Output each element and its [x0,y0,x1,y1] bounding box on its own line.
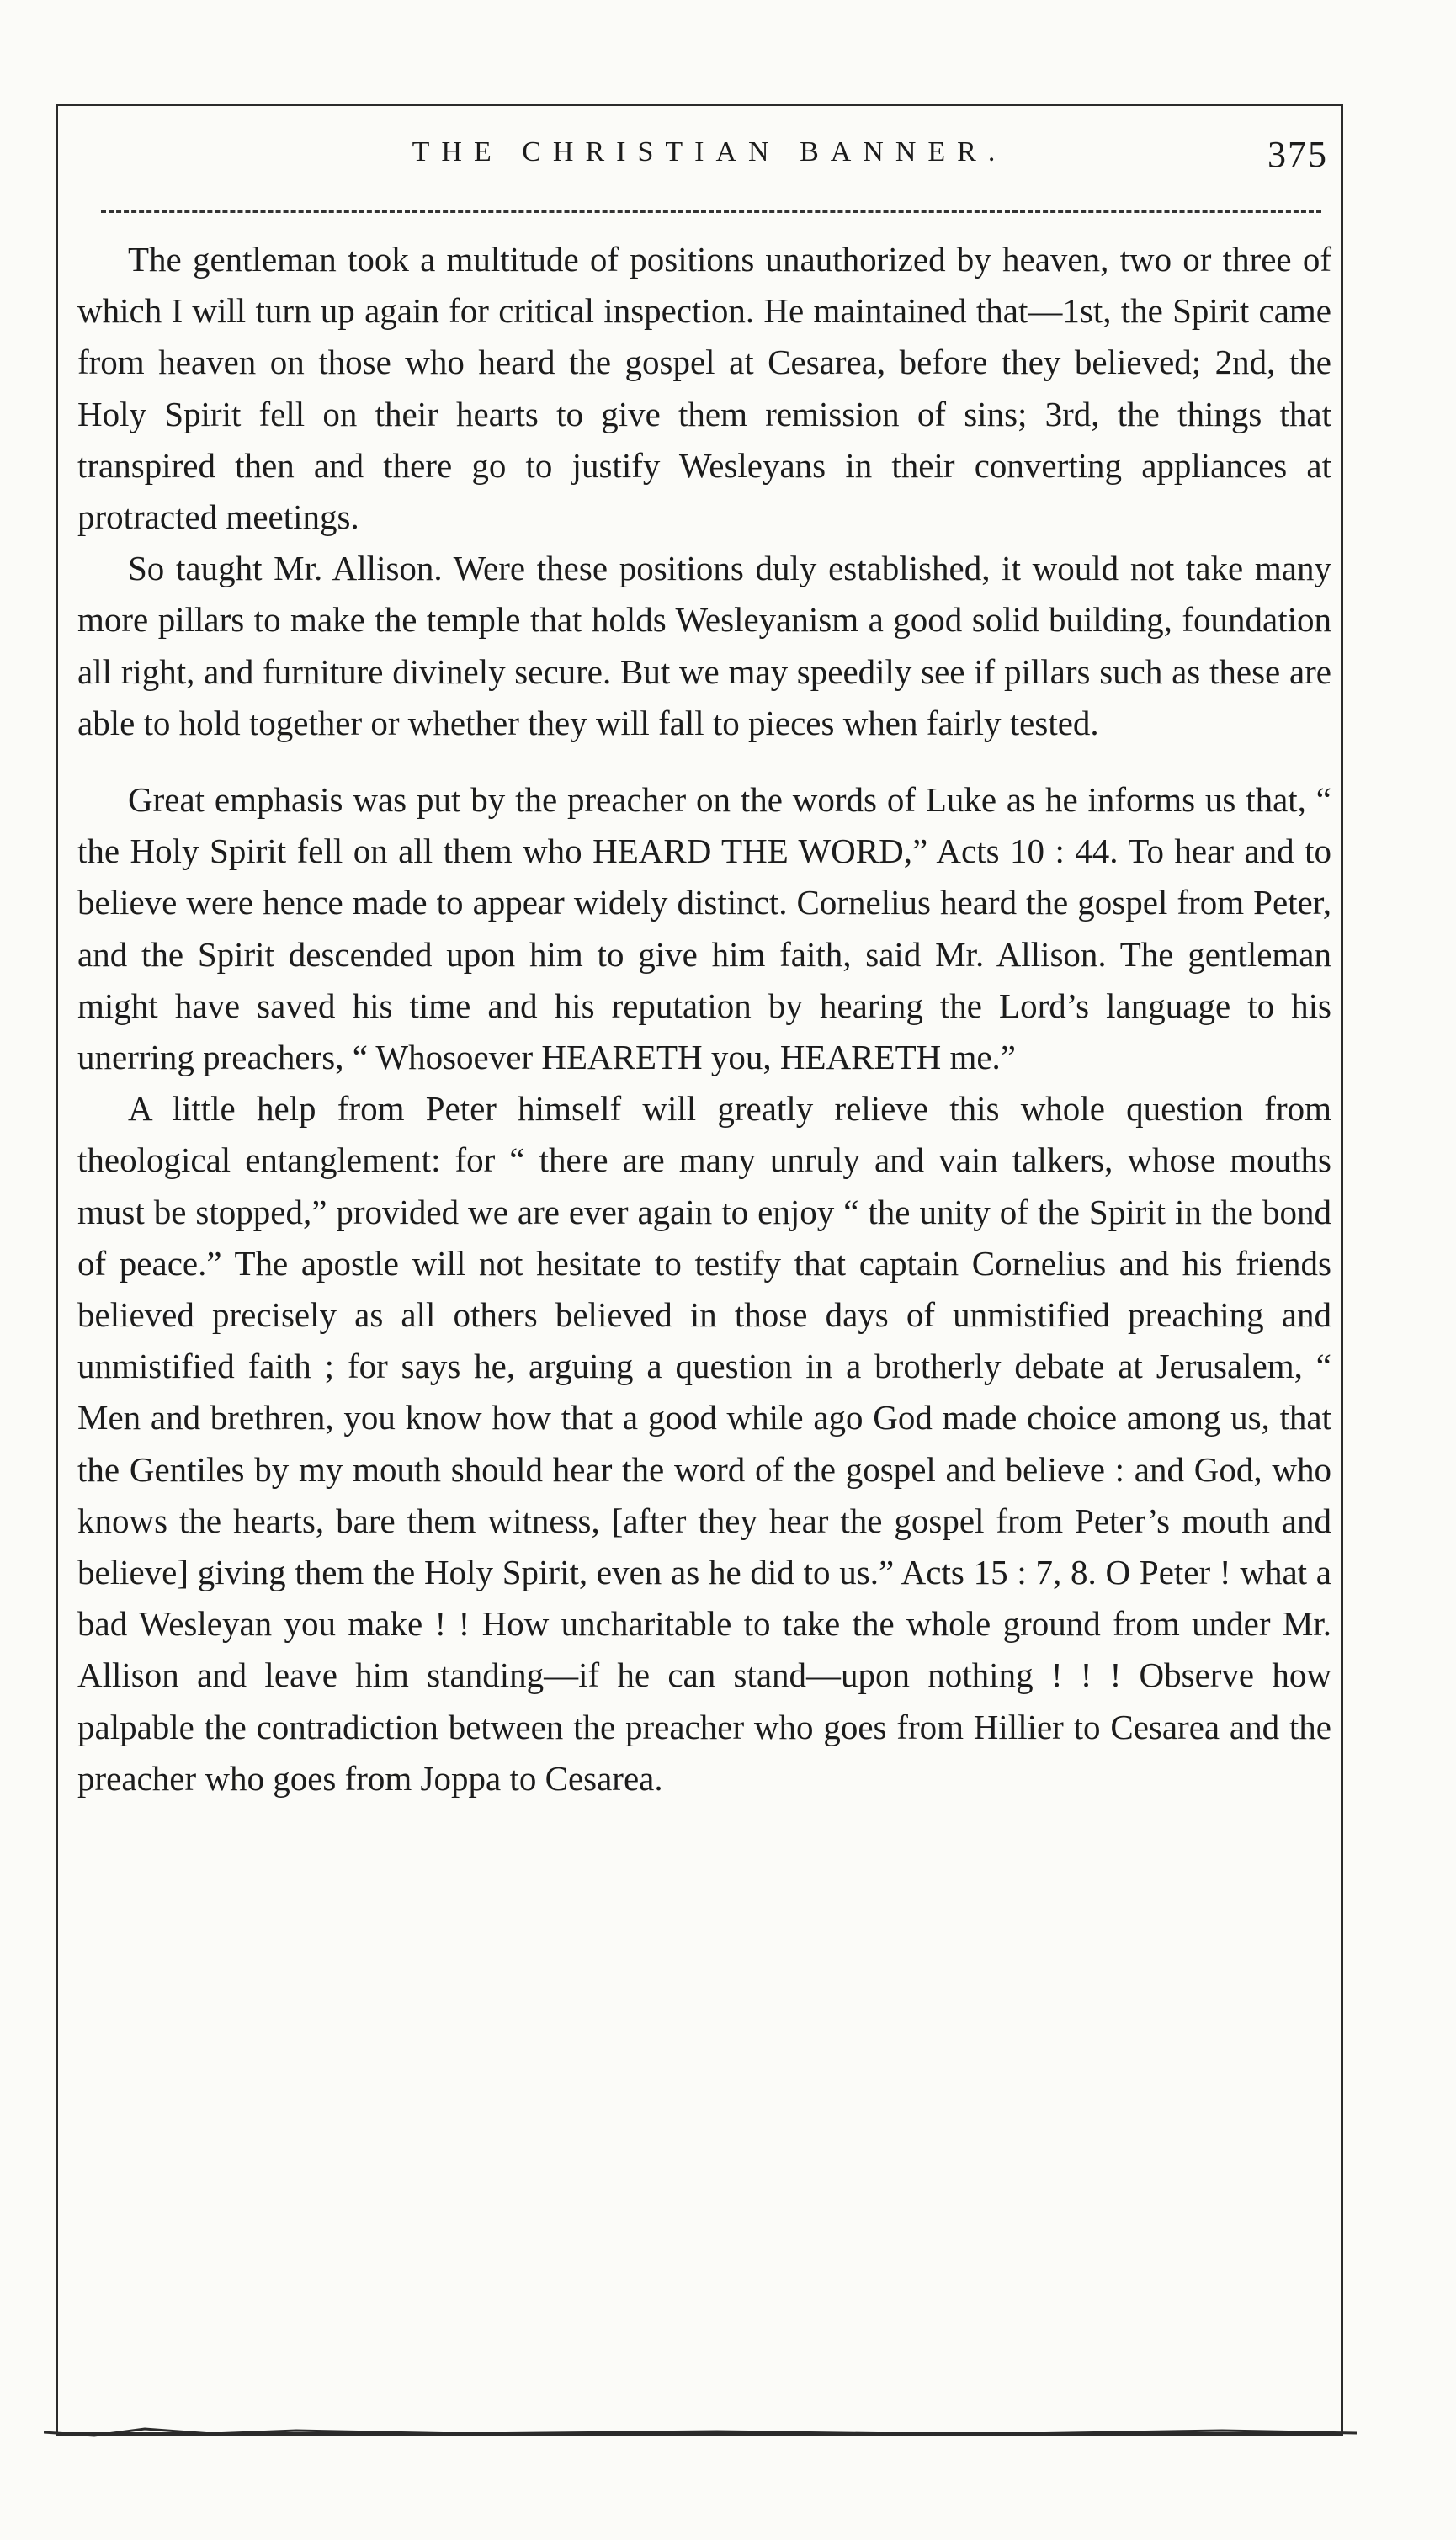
paragraph-2: So taught Mr. Allison. Were these positions duly established, it would not take many more pillars to make the temple that holds Wesleyanism a good solid building, foundation all right, and furniture divinely secure. But we may speedily see if pillars such as these are able to hold together or whether they will fall to pieces when fairly tested. [77,549,1331,742]
running-head [91,136,1328,187]
page-number: 375 [1267,134,1328,175]
running-title: THE CHRISTIAN BANNER. [412,136,1007,167]
paragraph-1: The gentleman took a multitude of positions unauthorized by heaven, two or three of which I will turn up again for critical inspection. He maintained that—1st, the Spirit came from heaven on those who heard the gospel at Cesarea, before they believed; 2nd, the Holy Spirit fell on their hearts to give them remission of sins; 3rd, the things that transpired then and there go to justify Wesleyans in their converting appliances at protracted meetings. [77,240,1331,537]
header-rule [101,210,1321,213]
paragraph-3: Great emphasis was put by the preacher on the words of Luke as he informs us that, “ the Holy Spirit fell on all them who HEARD THE WORD,” Acts 10 : 44. To hear and to believe were hence made to appear widely distinct. Cornelius heard the gospel from Peter, and the Spirit descended upon him to give him faith, said Mr. Allison. The gentleman might have saved his time and his reputation by hearing the Lord’s language to his unerring preachers, “ Whosoever HEARETH you, HEARETH me.” [77,780,1331,1077]
paragraph-4: A little help from Peter himself will greatly relieve this whole question from theological entanglement: for “ there are many unruly and vain talkers, whose mouths must be stopped,” provided we are ever again to enjoy “ the unity of the Spirit in the bond of peace.” The apostle will not hesitate to testify that captain Cornelius and his friends believed precisely as all others believed in those days of unmistified preaching and unmistified faith ; for says he, arguing a question in a brotherly debate at Jerusalem, “ Men and brethren, you know how that a good while ago God made choice among us, that the Gentiles by my mouth should hear the word of the gospel and believe : and God, who knows the hearts, bare them witness, [after they hear the gospel from Peter’s mouth and believe] giving them the Holy Spirit, even as he did to us.” Acts 15 : 7, 8. O Peter ! what a bad Wesleyan you make ! ! How uncharitable to take the whole ground from under Mr. Allison and leave him standing—if he can stand—upon nothing ! ! ! Observe how palpable the contradiction between the preacher who goes from Hillier to Cesarea and the preacher who goes from Joppa to Cesarea. [77,1089,1331,1798]
bottom-ornament [44,2420,1357,2442]
body-text [77,234,1331,1804]
